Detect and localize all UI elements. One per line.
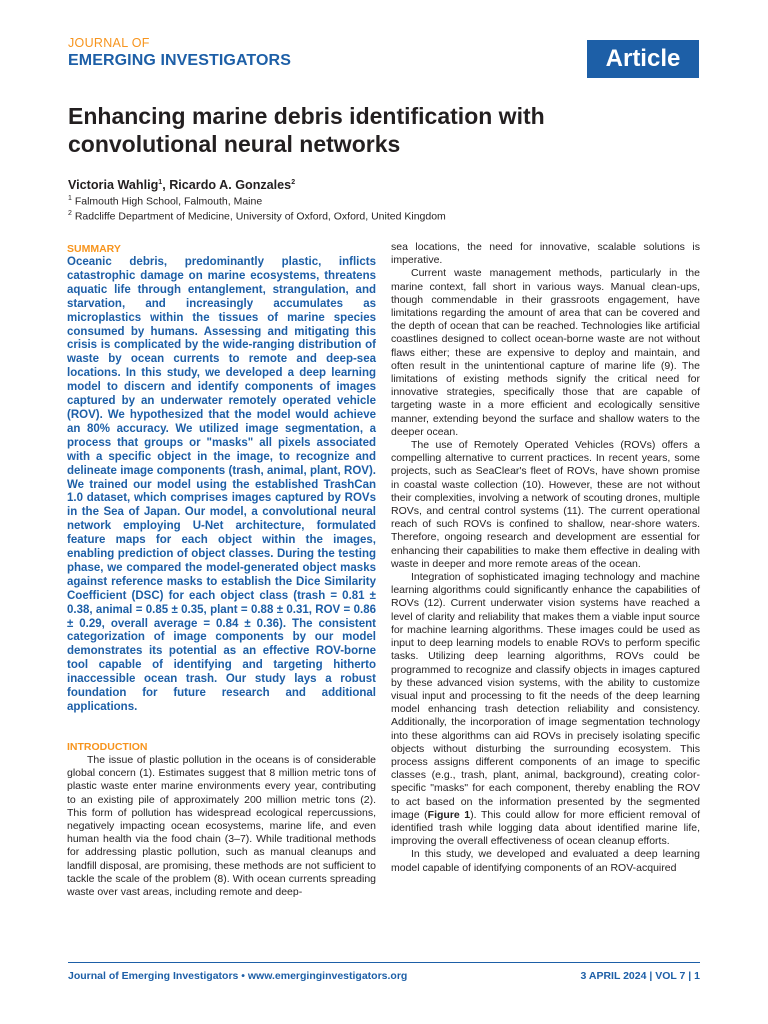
affiliation-marker: 2	[68, 210, 72, 217]
affiliation-marker: 1	[68, 195, 72, 202]
article-type-badge: Article	[587, 40, 699, 78]
body-text: ). This could allow for more efficient removal of identified trash while logging data about identified marine life, improving the overall effectiveness of ocean cleanup efforts.	[391, 808, 701, 848]
body-paragraph: The use of Remotely Operated Vehicles (ROVs) offers a compelling alternative to current practices. In recent years, some projects, such as SeaClear's fleet of ROVs, have shown promise in coastal waste collection (10). However, these are not without their complexities, involving a network of scouting drones, multiple ROVs, and central control systems (11). The current operational reach of such ROVs is confined to shallow, near-shore waters. Therefore, ongoing research and development are essential for enhancing their capabilities to make them effective in dealing with waste in deeper and more remote areas of the ocean.	[391, 439, 700, 570]
introduction-paragraph: The issue of plastic pollution in the oceans is of considerable global concern (1). Estimates suggest that 8 million metric tons of plastic waste enter marine environments every year, contributing to an existing pile of approximately 200 million metric tons (2). This form of pollution has widespread ecological repercussions, negatively impacting ocean ecosystems, marine life, and even human health via the food chain (3–7). While traditional methods for addressing plastic pollution, such as manual cleanups and landfill disposal, are promising, these methods are not sufficient to tackle the scale of the problem (8). With ocean currents spreading waste over vast areas, including remote and deep-	[67, 753, 376, 898]
body-paragraph	[391, 571, 700, 848]
author-list: Victoria Wahlig$^1$, Ricardo A. Gonzales$^2$	[68, 178, 296, 193]
introduction-heading: INTRODUCTION	[67, 740, 148, 753]
left-column	[67, 243, 376, 899]
affiliation-text: Radcliffe Department of Medicine, University of Oxford, Oxford, United Kingdom	[74, 210, 446, 223]
body-text: Integration of sophisticated imaging technology and machine learning algorithms could significantly enhance the capabilities of ROVs (12). Current underwater vision systems have reached a level of clarity and reliability that makes them a viable input source for machine learning algorithms. These images could be used as input to deep learning models to enable ROVs to perform specific tasks. Utilizing deep learning algorithms, ROVs could be programmed to recognize and classify objects in images captured by these advanced vision systems, with the ability to customize visual input and processing to fit the needs of the deep learning model enhancing trash detection reliability and consistency. Additionally, the incorporation of image segmentation technology into these algorithms can aid ROVs in precisely isolating specific objects without disturbing the surrounding ecosystem. This process assigns different components of an image to specific classes (e.g., trash, plant, animal, background), creating color-specific "masks" for each component, thereby enabling the ROV to act based on the information presented by the segmented image (	[391, 571, 700, 821]
footer-journal-info: Journal of Emerging Investigators • www.emerginginvestigators.org	[68, 970, 408, 982]
author-affiliation-marker: 2	[291, 179, 296, 186]
journal-logo-top: JOURNAL OF	[68, 36, 150, 50]
figure-reference-link[interactable]: Figure 1	[427, 808, 471, 821]
footer-divider	[68, 962, 700, 963]
body-paragraph: In this study, we developed and evaluated a deep learning model capable of identifying components of an ROV-acquired	[391, 848, 700, 874]
footer-date-volume-page: 3 APRIL 2024 | VOL 7 | 1	[580, 970, 700, 982]
article-title: Enhancing marine debris identification with convolutional neural networks	[68, 103, 545, 157]
author-name: Victoria Wahlig	[68, 178, 159, 193]
author-name: Ricardo A. Gonzales	[169, 178, 292, 193]
summary-text: Oceanic debris, predominantly plastic, inflicts catastrophic damage on marine ecosystems, threatens aquatic life through entanglement, strangulation, and starvation, and increasingly accumulates as microplastics within the tissues of marine species consumed by humans. Assessing and mitigating this crisis is complicated by the wide-ranging distribution of waste by ocean currents to remote and deep-sea locations. In this study, we developed a deep learning model to discern and identify components of images captured by an underwater remotely operated vehicle (ROV). We hypothesized that the model would achieve an 80% accuracy. We utilized image segmentation, a process that groups or "masks" all pixels associated with a specific object in the image, to recognize and delineate image components (trash, animal, plant, ROV). We trained our model using the established TrashCan 1.0 dataset, which comprises images captured by ROVs in the Sea of Japan. Our model, a convolutional neural network employing U-Net architecture, formulated feature maps for each object within the images, enabling prediction of object classes. During the testing phase, we compared the model-generated object masks against reference masks to establish the Dice Similarity Coefficient (DSC) for each object class (trash = 0.81 ± 0.38, animal = 0.85 ± 0.35, plant = 0.88 ± 0.31, ROV = 0.86 ± 0.29, overall average = 0.84 ± 0.36). The consistent categorization of image components by our model demonstrates its potential as an effective ROV-borne tool capable of identifying and targeting hitherto inaccessible ocean trash. Our study lays a robust foundation for future research and additional applications.	[67, 256, 376, 713]
journal-logo-name: EMERGING INVESTIGATORS	[68, 52, 291, 69]
body-paragraph: Current waste management methods, particularly in the marine context, fall short in various ways. Manual clean-ups, though commendable in their grassroots engagement, have limitations regarding the amount of area that can be covered and the depth of ocean that can be reached. Technologies like artificial coastlines designed to collect ocean-borne waste are not without flaws either; these are expensive to deploy and maintain, and often result in the unintentional capture of marine life (9). The limitations of existing methods signify the critical need for innovative strategies, specifically those that are capable of targeting waste in a more efficient and ecologically sensitive manner, extending beyond the surface and shallow waters to the deeper ocean.	[391, 267, 700, 438]
body-paragraph: sea locations, the need for innovative, scalable solutions is imperative.	[391, 241, 700, 267]
right-column	[391, 241, 700, 875]
affiliation	[68, 207, 446, 224]
author-affiliation-marker: 1	[158, 179, 163, 186]
affiliation-text: Falmouth High School, Falmouth, Maine	[74, 195, 263, 208]
summary-heading: SUMMARY	[67, 243, 121, 255]
